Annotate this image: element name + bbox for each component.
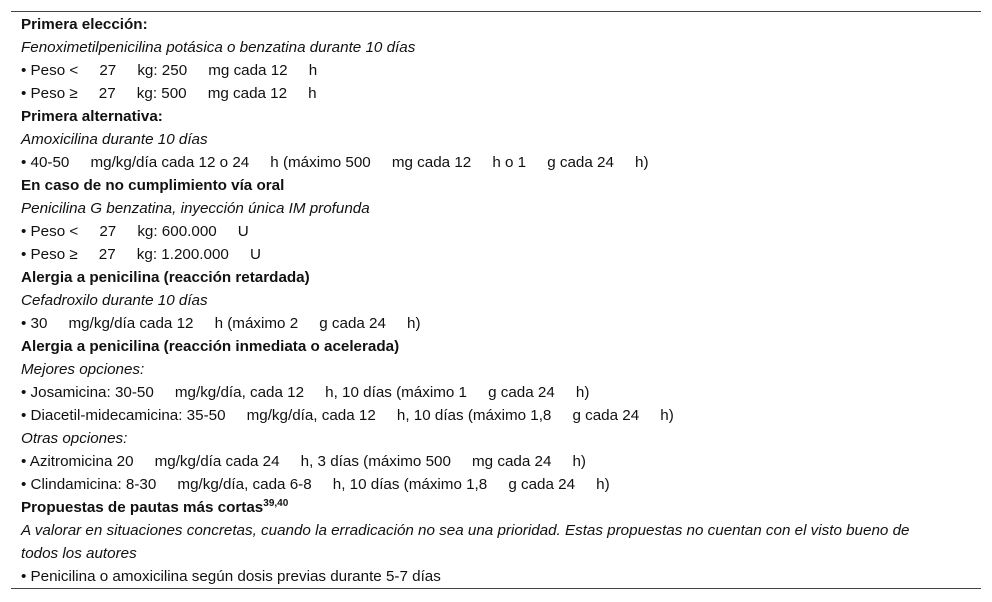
shorter-regimens-note: A valorar en situaciones concretas, cuando la erradicación no sea una prioridad. Estas propuestas no cuentan con el visto bueno de todos los autores <box>21 522 910 562</box>
non-compliance-drug: Penicilina G benzatina, inyección única IM profunda <box>21 200 370 217</box>
first-choice-drug: Fenoximetilpenicilina potásica o benzatina durante 10 días <box>21 39 416 56</box>
best-option-josamicina: • Josamicina: 30-50 mg/kg/día, cada 12 h, 10 días (máximo 1 g cada 24 h) <box>21 384 590 401</box>
first-alternative-drug: Amoxicilina durante 10 días <box>21 131 208 148</box>
shorter-regimens-references: 39,40 <box>263 498 289 509</box>
non-compliance-dose-under-27: • Peso < 27 kg: 600.000 U <box>21 223 249 240</box>
treatment-table <box>11 11 981 589</box>
shorter-regimens-heading-text: Propuestas de pautas más cortas <box>21 499 264 516</box>
first-choice-dose-over-27: • Peso ≥ 27 kg: 500 mg cada 12 h <box>21 85 317 102</box>
first-choice-heading: Primera elección: <box>21 16 148 33</box>
shorter-regimens-dose: • Penicilina o amoxicilina según dosis previas durante 5-7 días <box>21 568 441 585</box>
delayed-allergy-dose: • 30 mg/kg/día cada 12 h (máximo 2 g cada 24 h) <box>21 315 421 332</box>
other-options-label: Otras opciones: <box>21 430 128 447</box>
delayed-allergy-heading: Alergia a penicilina (reacción retardada) <box>21 269 310 286</box>
other-option-clindamicina: • Clindamicina: 8-30 mg/kg/día, cada 6-8 h, 10 días (máximo 1,8 g cada 24 h) <box>21 476 610 493</box>
non-compliance-heading: En caso de no cumplimiento vía oral <box>21 177 285 194</box>
non-compliance-dose-over-27: • Peso ≥ 27 kg: 1.200.000 U <box>21 246 261 263</box>
shorter-regimens-heading <box>21 496 941 519</box>
immediate-allergy-heading: Alergia a penicilina (reacción inmediata o acelerada) <box>21 338 400 355</box>
first-alternative-dose: • 40-50 mg/kg/día cada 12 o 24 h (máximo 500 mg cada 12 h o 1 g cada 24 h) <box>21 154 649 171</box>
delayed-allergy-drug: Cefadroxilo durante 10 días <box>21 292 208 309</box>
other-option-azitromicina: • Azitromicina 20 mg/kg/día cada 24 h, 3 días (máximo 500 mg cada 24 h) <box>21 453 586 470</box>
first-alternative-heading: Primera alternativa: <box>21 108 163 125</box>
best-options-label: Mejores opciones: <box>21 361 145 378</box>
best-option-diacetil-midecamicina: • Diacetil-midecamicina: 35-50 mg/kg/día, cada 12 h, 10 días (máximo 1,8 g cada 24 h) <box>21 407 674 424</box>
first-choice-dose-under-27: • Peso < 27 kg: 250 mg cada 12 h <box>21 62 318 79</box>
